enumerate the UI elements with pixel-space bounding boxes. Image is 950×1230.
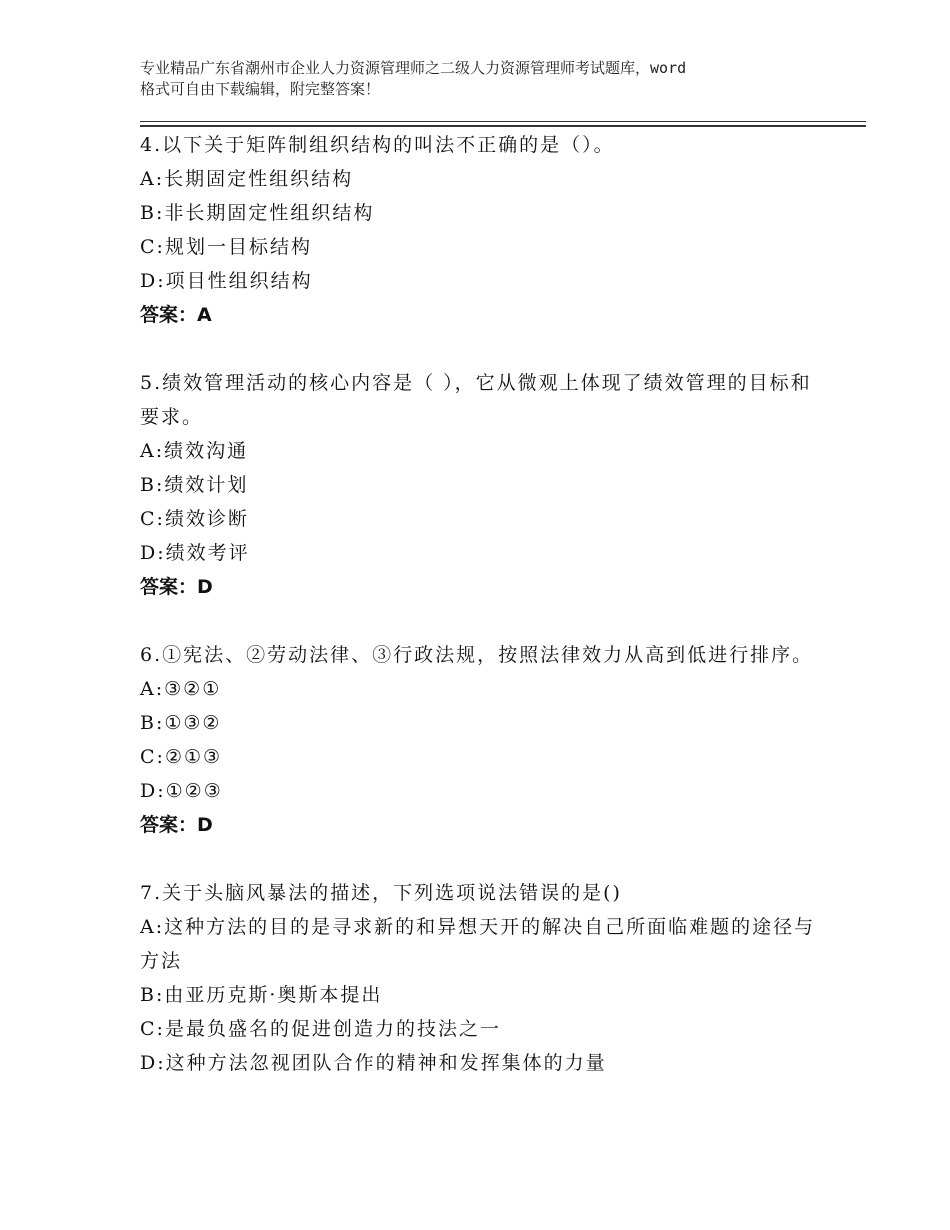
answer-label: 答案：D [140,814,213,836]
document-header [140,58,840,100]
option-a: A:③②① [140,678,222,700]
option-d: D:项目性组织结构 [140,270,313,292]
question-list [140,128,820,1114]
question-6 [140,638,820,842]
answer-label: 答案：A [140,304,212,326]
option-b: B:①③② [140,712,222,734]
option-b: B:非长期固定性组织结构 [140,202,375,224]
option-b: B:绩效计划 [140,474,249,496]
question-4 [140,128,820,332]
option-c: C:②①③ [140,746,223,768]
option-c: C:绩效诊断 [140,508,249,530]
option-a: A:这种方法的目的是寻求新的和异想天开的解决自己所面临难题的途径与方法 [140,916,816,972]
answer-label: 答案：D [140,576,213,598]
header-line-1: 专业精品广东省潮州市企业人力资源管理师之二级人力资源管理师考试题库，word [140,59,687,77]
question-text: 5.绩效管理活动的核心内容是（ ），它从微观上体现了绩效管理的目标和要求。 [140,372,812,428]
option-a: A:长期固定性组织结构 [140,168,354,190]
header-rule-thick [140,125,866,127]
question-7 [140,876,820,1080]
header-line-2: 格式可自由下载编辑，附完整答案！ [140,80,381,98]
option-d: D:绩效考评 [140,542,250,564]
header-rule-thin [140,121,866,122]
option-d: D:这种方法忽视团队合作的精神和发挥集体的力量 [140,1052,607,1074]
option-a: A:绩效沟通 [140,440,249,462]
option-d: D:①②③ [140,780,223,802]
option-c: C:是最负盛名的促进创造力的技法之一 [140,1018,501,1040]
question-text: 4.以下关于矩阵制组织结构的叫法不正确的是（）。 [140,134,615,156]
question-text: 6.①宪法、②劳动法律、③行政法规，按照法律效力从高到低进行排序。 [140,644,814,666]
option-c: C:规划一目标结构 [140,236,312,258]
question-5 [140,366,820,604]
question-text: 7.关于头脑风暴法的描述，下列选项说法错误的是() [140,882,622,904]
option-b: B:由亚历克斯·奥斯本提出 [140,984,383,1006]
